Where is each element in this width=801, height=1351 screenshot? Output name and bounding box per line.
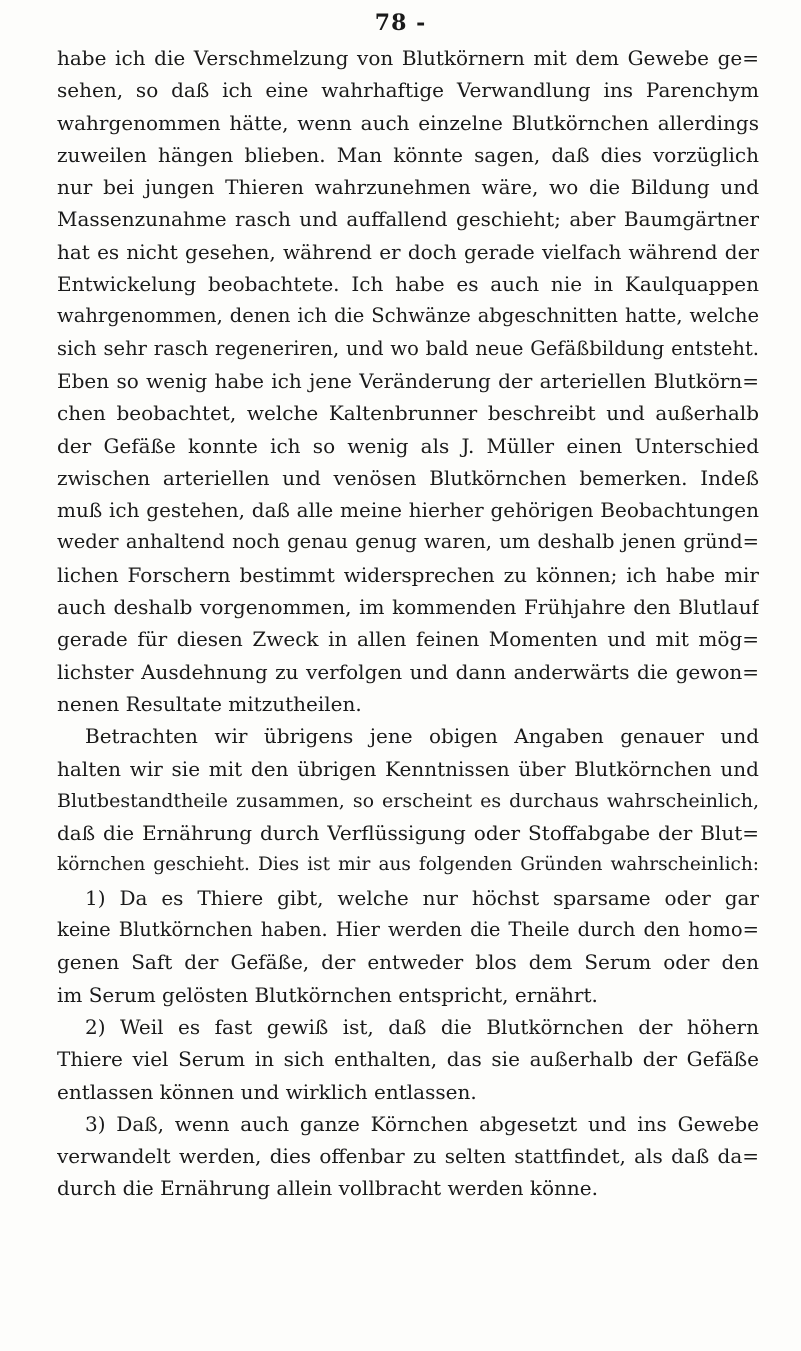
text-line: daß die Ernährung durch Verflüssigung oder Stoffabgabe der Blut= xyxy=(57,821,759,846)
text-line: nur bei jungen Thieren wahrzunehmen wäre, wo die Bildung und xyxy=(57,175,759,200)
text-line: lichster Ausdehnung zu verfolgen und dann anderwärts die gewon= xyxy=(57,659,759,684)
text-line: hat es nicht gesehen, während er doch gerade vielfach während der xyxy=(57,239,759,264)
text-line: chen beobachtet, welche Kaltenbrunner beschreibt und außerhalb xyxy=(57,401,759,426)
text-line: auch deshalb vorgenommen, im kommenden Frühjahre den Blutlauf xyxy=(57,595,759,620)
text-line: muß ich gestehen, daß alle meine hierher gehörigen Beobachtungen xyxy=(57,498,759,523)
text-line: weder anhaltend noch genau genug waren, um deshalb jenen gründ= xyxy=(57,530,759,554)
text-line: keine Blutkörnchen haben. Hier werden die Theile durch den homo= xyxy=(57,918,759,942)
text-line: habe ich die Verschmelzung von Blutkörnern mit dem Gewebe ge= xyxy=(57,46,759,70)
text-line: körnchen geschieht. Dies ist mir aus folgenden Gründen wahrscheinlich: xyxy=(57,854,759,876)
text-line: 2) Weil es fast gewiß ist, daß die Blutkörnchen der höhern xyxy=(85,1014,759,1039)
text-line: zwischen arteriellen und venösen Blutkörnchen bemerken. Indeß xyxy=(57,465,759,490)
text-line: entlassen können und wirklich entlassen. xyxy=(57,1079,477,1104)
text-line: genen Saft der Gefäße, der entweder blos dem Serum oder den xyxy=(57,950,759,975)
text-line: halten wir sie mit den übrigen Kenntnissen über Blutkörnchen und xyxy=(57,756,759,781)
text-line: 3) Daß, wenn auch ganze Körnchen abgesetzt und ins Gewebe xyxy=(85,1111,759,1136)
text-line: zuweilen hängen blieben. Man könnte sagen, daß dies vorzüglich xyxy=(57,142,759,167)
text-line: Eben so wenig habe ich jene Veränderung der arteriellen Blutkörn= xyxy=(57,368,759,393)
page-number: 78 - xyxy=(374,10,427,36)
text-line: 1) Da es Thiere gibt, welche nur höchst sparsame oder gar xyxy=(85,885,759,910)
text-line: Thiere viel Serum in sich enthalten, das sie außerhalb der Gefäße xyxy=(57,1047,759,1072)
text-line: sehen, so daß ich eine wahrhaftige Verwandlung ins Parenchym xyxy=(57,78,759,103)
text-line: Massenzunahme rasch und auffallend geschieht; aber Baumgärtner xyxy=(57,207,759,232)
text-line: lichen Forschern bestimmt widersprechen zu können; ich habe mir xyxy=(57,562,759,587)
text-line: im Serum gelösten Blutkörnchen entspricht, ernährt. xyxy=(57,982,598,1007)
text-line: wahrgenommen hätte, wenn auch einzelne Blutkörnchen allerdings xyxy=(57,110,759,135)
text-line: Blutbestandtheile zusammen, so erscheint es durchaus wahrscheinlich, xyxy=(57,789,759,812)
text-line: nenen Resultate mitzutheilen. xyxy=(57,691,362,716)
text-line: Entwickelung beobachtete. Ich habe es auch nie in Kaulquappen xyxy=(57,272,759,297)
text-line: Betrachten wir übrigens jene obigen Angaben genauer und xyxy=(85,724,759,749)
body-text xyxy=(57,42,759,1205)
text-line: der Gefäße konnte ich so wenig als J. Müller einen Unterschied xyxy=(57,433,759,458)
text-line: durch die Ernährung allein vollbracht werden könne. xyxy=(57,1176,598,1201)
text-line: sich sehr rasch regeneriren, und wo bald neue Gefäßbildung entsteht. xyxy=(57,336,759,360)
text-line: wahrgenommen, denen ich die Schwänze abgeschnitten hatte, welche xyxy=(57,304,759,328)
text-line: gerade für diesen Zweck in allen feinen Momenten und mit mög= xyxy=(57,627,759,652)
text-line: verwandelt werden, dies offenbar zu selten stattfindet, als daß da= xyxy=(57,1144,759,1169)
